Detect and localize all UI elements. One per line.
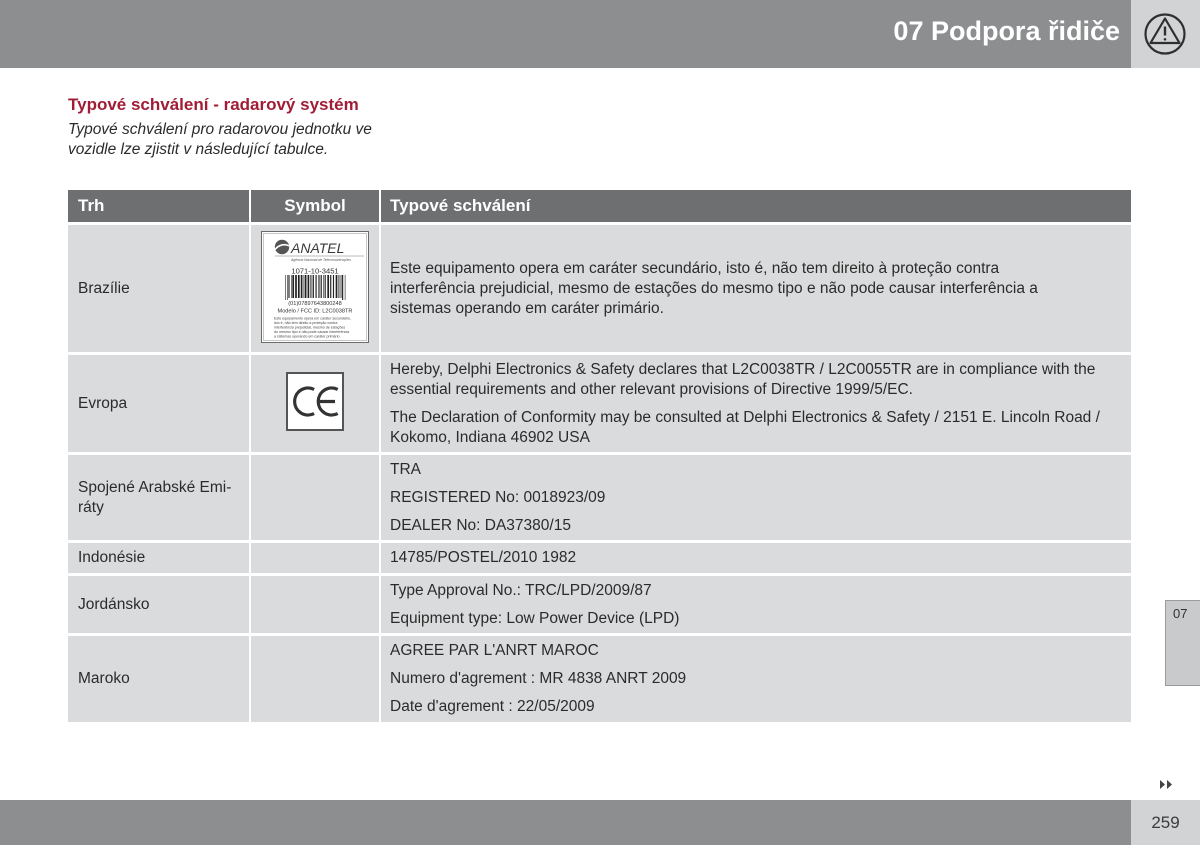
page-number-box [1131,800,1200,845]
anatel-model: Modelo / FCC ID: L2C0038TR [277,308,353,315]
type-approval-table [68,190,1131,722]
approval-text: Type Approval No.: TRC/LPD/2009/87 [390,581,652,599]
barcode-bar [298,275,300,298]
barcode-bar [318,275,319,298]
market-name: Brazílie [78,279,130,297]
approval-text: REGISTERED No: 0018923/09 [390,488,606,506]
approval-text: Numero d'agrement : MR 4838 ANRT 2009 [390,670,687,687]
market-name: Spojené Arabské Emi- ráty [78,478,232,516]
barcode-bar [312,275,313,298]
anatel-fine-print: Este equipamento opera em caráter secundário, [274,316,351,321]
barcode-bar [316,275,317,298]
approval-cell [381,636,1131,722]
table-row [68,355,1131,452]
symbol-cell [251,576,379,633]
symbol-cell [251,225,379,352]
market-name: Indonésie [78,549,146,566]
market-name: Maroko [78,670,130,687]
barcode-bar [345,275,346,300]
market-cell [68,355,249,452]
table-row [68,455,1131,540]
approval-cell [381,543,1131,573]
table-row [68,543,1131,573]
approval-cell [381,455,1131,540]
approval-text: Date d'agrement : 22/05/2009 [390,698,595,715]
section-intro: Typové schválení pro radarovou jednotku ve vozidle lze zjistit v následující tabulce. [68,121,372,158]
approval-cell [381,576,1131,633]
approval-text: 14785/POSTEL/2010 1982 [390,549,577,566]
barcode-bar [295,275,297,298]
barcode-bar [341,275,342,298]
chapter-side-tab [1165,600,1200,686]
market-name: Jordánsko [78,595,150,613]
anatel-logo-text: ANATEL [291,240,345,256]
symbol-cell [251,636,379,722]
barcode-bar [333,275,334,298]
symbol-cell [251,455,379,540]
table-header-row [68,190,1131,222]
barcode-bar [330,275,331,298]
approval-text: Este equipamento opera em caráter secundário, isto é, não tem direito à proteção contra interferência prejudicial, mesmo de estações do mesmo tipo e não pode causar interferência a sistemas operando em caráter primário. [390,259,1038,317]
barcode-bar [301,275,303,298]
approval-text: Hereby, Delphi Electronics & Safety declares that L2C0038TR / L2C0055TR are in compliance with the essential requirements and other relevant provisions of Directive 1999/5/EC. [390,360,1096,398]
column-header-label: Typové schválení [390,196,531,215]
warning-triangle-icon [1131,0,1200,68]
chapter-side-tab-label: 07 [1173,606,1188,621]
barcode-bar [291,275,292,298]
market-cell [68,576,249,633]
approval-text: TRA [390,460,421,478]
column-header-approval [381,190,1131,222]
barcode-bar [319,275,320,298]
section-title: Typové schválení - radarový systém [68,95,359,114]
anatel-fine-print: interferência prejudicial, mesmo de estações [274,325,346,330]
barcode-bar [327,275,329,298]
column-header-label: Trh [78,196,105,215]
barcode-bar [292,275,294,298]
approval-cell [381,225,1131,352]
chapter-icon-box [1131,0,1200,68]
barcode-bar [287,275,288,300]
barcode-bar [325,275,326,298]
approval-text: Equipment type: Low Power Device (LPD) [390,609,680,627]
column-header-market [68,190,249,222]
approval-text: AGREE PAR L'ANRT MAROC [390,642,599,659]
anatel-label [261,231,369,343]
barcode-bar [310,275,311,298]
barcode-bar [305,275,307,298]
anatel-logo-icon [275,240,289,254]
market-cell [68,455,249,540]
double-arrow-right-icon [1159,779,1173,790]
approval-text: The Declaration of Conformity may be consulted at Delphi Electronics & Safety / 2151 E. Lincoln Road / Kokomo, Indiana 46902 USA [390,408,1100,446]
barcode-number: (01)07897643800248 [288,301,342,307]
table-row [68,576,1131,633]
market-name: Evropa [78,394,128,412]
anatel-fine-print: isto é, não tem direito a proteção contra [274,321,338,325]
symbol-cell [251,355,379,452]
page-number: 259 [1151,812,1180,832]
barcode-bar [336,275,338,298]
table-row [68,225,1131,352]
market-cell [68,225,249,352]
barcode-bar [342,275,343,300]
barcode-bar [288,275,289,298]
anatel-agency: Agência Nacional de Telecomunicações [290,258,352,262]
anatel-fine-print: a sistemas operando em caráter primário. [274,334,341,339]
market-cell [68,636,249,722]
barcode-bar [304,275,305,298]
barcode-bar [323,275,324,298]
anatel-code: 1071-10-3451 [291,266,339,276]
ce-mark-icon [286,372,344,431]
table-row [68,636,1131,722]
anatel-fine-print: do mesmo tipo e não pode causar interferência [274,330,350,334]
barcode-bar [321,275,322,298]
barcode-bar [285,275,286,300]
approval-text: DEALER No: DA37380/15 [390,516,571,534]
footer-bar [0,800,1131,845]
barcode-bar [308,275,310,298]
symbol-cell [251,543,379,573]
barcode-bar [340,275,341,298]
barcode-bar [313,275,314,298]
column-header-symbol [251,190,379,222]
column-header-label: Symbol [284,196,346,215]
chapter-header-bar [0,0,1131,68]
chapter-title: 07 Podpora řidiče [893,16,1120,46]
approval-cell [381,355,1131,452]
barcode-bar [338,275,339,298]
market-cell [68,543,249,573]
